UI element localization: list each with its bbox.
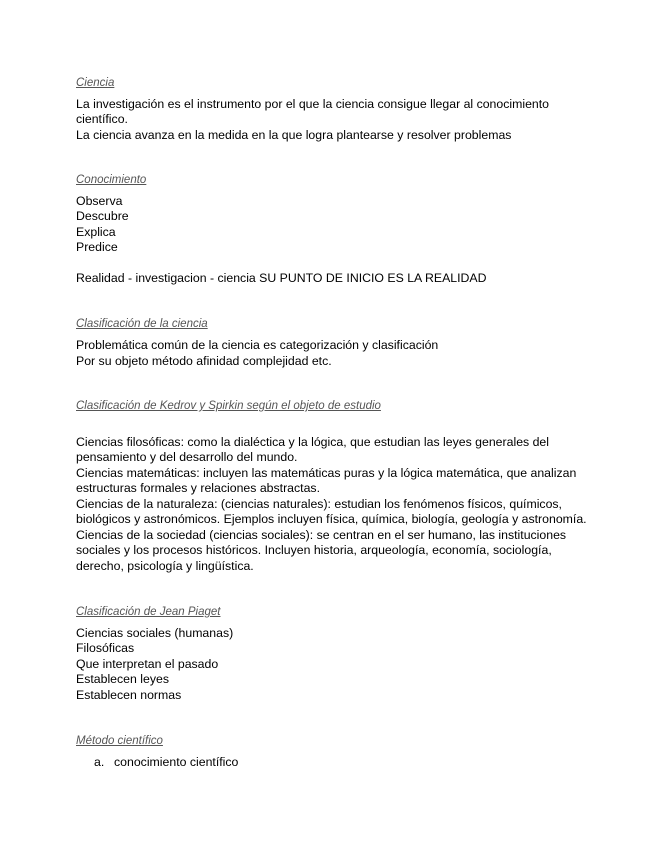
- realidad-line: Realidad - investigacion - ciencia SU PUNTO DE INICIO ES LA REALIDAD: [76, 271, 487, 285]
- kedrov-line-5: Ciencias de la naturaleza: (ciencias naturales): estudian los fenómenos físicos, químicos,: [76, 497, 562, 511]
- conocimiento-line-2: Descubre: [76, 209, 129, 223]
- kedrov-line-9: derecho, psicología y lingüística.: [76, 559, 254, 573]
- heading-piaget: Clasificación de Jean Piaget: [76, 606, 221, 618]
- kedrov-line-8: sociales y los procesos históricos. Incluyen historia, arqueología, economía, sociología,: [76, 543, 552, 557]
- piaget-line-5: Establecen normas: [76, 688, 182, 702]
- clasificacion-line-1: Problemática común de la ciencia es categorización y clasificación: [76, 338, 439, 352]
- piaget-line-4: Establecen leyes: [76, 672, 169, 686]
- heading-conocimiento: Conocimiento: [76, 174, 147, 186]
- list-marker: a.: [94, 755, 105, 769]
- heading-clasificacion: Clasificación de la ciencia: [76, 318, 208, 330]
- kedrov-line-2: pensamiento y del desarrollo del mundo.: [76, 450, 298, 464]
- ciencia-line-3: La ciencia avanza en la medida en la que logra plantearse y resolver problemas: [76, 128, 512, 142]
- kedrov-line-7: Ciencias de la sociedad (ciencias sociales): se centran en el ser humano, las instituciones: [76, 528, 567, 542]
- kedrov-line-6: biológicos y astronómicos. Ejemplos incluyen física, química, biología, geología y astronomía.: [76, 512, 587, 526]
- heading-metodo: Método científico: [76, 735, 163, 747]
- piaget-line-1: Ciencias sociales (humanas): [76, 626, 234, 640]
- piaget-line-2: Filosóficas: [76, 641, 135, 655]
- kedrov-line-1: Ciencias filosóficas: como la dialéctica y la lógica, que estudian las leyes generales del: [76, 435, 550, 449]
- piaget-line-3: Que interpretan el pasado: [76, 657, 219, 671]
- list-item: [76, 755, 376, 771]
- ciencia-line-2: científico.: [76, 112, 128, 126]
- kedrov-line-3: Ciencias matemáticas: incluyen las matemáticas puras y la lógica matemática, que analizan: [76, 466, 577, 480]
- kedrov-line-4: estructuras formales y relaciones abstractas.: [76, 481, 320, 495]
- heading-ciencia: Ciencia: [76, 77, 115, 89]
- conocimiento-line-3: Explica: [76, 225, 116, 239]
- list-item-text: conocimiento científico: [114, 755, 239, 769]
- conocimiento-line-1: Observa: [76, 194, 123, 208]
- ciencia-line-1: La investigación es el instrumento por el que la ciencia consigue llegar al conocimiento: [76, 97, 550, 111]
- conocimiento-line-4: Predice: [76, 240, 118, 254]
- heading-kedrov: Clasificación de Kedrov y Spirkin según el objeto de estudio: [76, 400, 381, 412]
- clasificacion-line-2: Por su objeto método afinidad complejidad etc.: [76, 354, 332, 368]
